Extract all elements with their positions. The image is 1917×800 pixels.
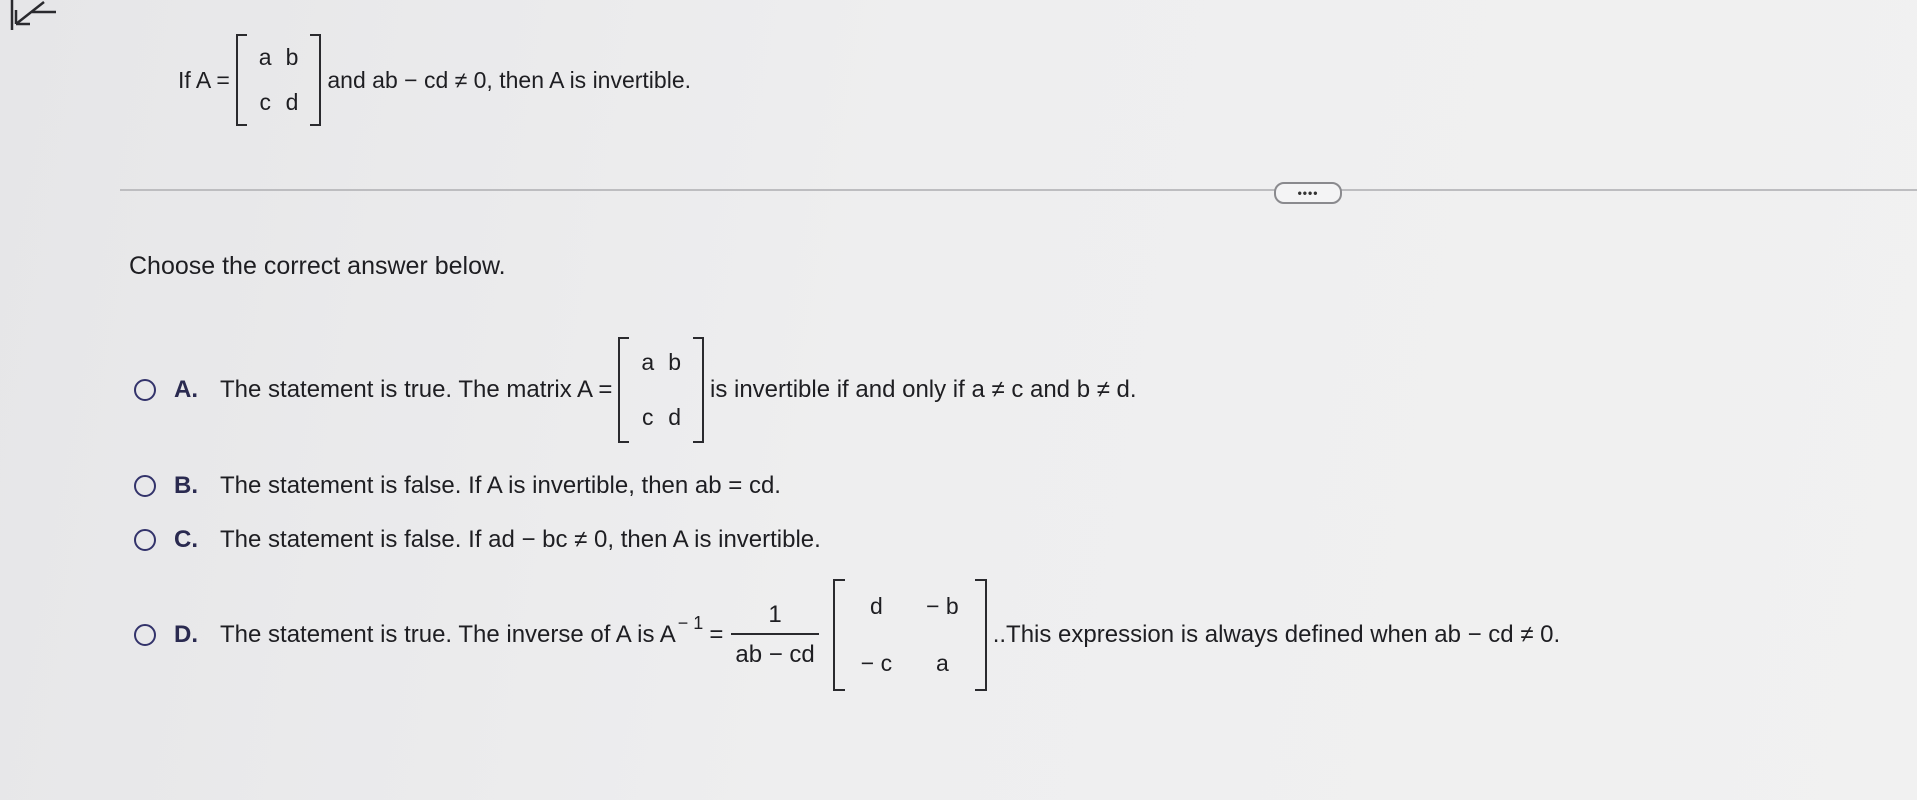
fraction-denominator: ab − cd xyxy=(731,633,818,669)
matrix-cell: d xyxy=(285,89,299,115)
matrix-cell: b xyxy=(285,44,299,70)
right-bracket xyxy=(310,34,321,126)
option-letter: C. xyxy=(174,526,198,553)
option-letter: A. xyxy=(174,376,198,403)
question-statement xyxy=(178,30,691,130)
left-bracket xyxy=(618,337,629,443)
matrix-cell: d xyxy=(668,404,681,430)
left-bracket xyxy=(833,579,845,691)
question-matrix xyxy=(236,34,322,126)
matrix-cell: b xyxy=(668,349,681,375)
option-a[interactable] xyxy=(134,330,1137,450)
option-b-text: The statement is false. If A is invertible, then ab = cd. xyxy=(220,472,781,499)
option-c-text: The statement is false. If ad − bc ≠ 0, then A is invertible. xyxy=(220,526,821,553)
matrix-cell: − b xyxy=(926,593,959,619)
option-b[interactable] xyxy=(134,466,781,506)
matrix-cell: a xyxy=(641,349,655,375)
inverse-exponent: − 1 xyxy=(677,612,704,633)
question-suffix: and ab − cd ≠ 0, then A is invertible. xyxy=(327,66,691,93)
question-prefix: If A = xyxy=(178,66,230,93)
more-button[interactable]: •••• xyxy=(1274,182,1342,204)
option-a-text-before: The statement is true. The matrix A = xyxy=(220,376,613,403)
matrix-cell: a xyxy=(258,44,272,70)
option-d[interactable] xyxy=(134,580,1560,690)
option-d-matrix xyxy=(833,579,987,691)
equals-sign: = xyxy=(709,621,724,648)
back-arrow-icon[interactable] xyxy=(8,0,88,44)
option-d-text-after: ..This expression is always defined when ab − cd ≠ 0. xyxy=(992,621,1561,648)
fraction xyxy=(731,601,818,669)
right-bracket xyxy=(693,337,704,443)
option-a-matrix xyxy=(618,337,704,443)
matrix-cell: d xyxy=(870,593,883,619)
left-bracket xyxy=(236,34,247,126)
right-bracket xyxy=(975,579,987,691)
option-d-text-before: The statement is true. The inverse of A is A xyxy=(220,621,676,648)
radio-button-d[interactable] xyxy=(134,624,156,646)
fraction-numerator: 1 xyxy=(768,601,782,628)
matrix-cell: a xyxy=(935,650,949,676)
matrix-cell: c xyxy=(259,89,271,115)
option-letter: B. xyxy=(174,472,198,499)
matrix-cell: − c xyxy=(860,650,893,676)
radio-button-c[interactable] xyxy=(134,529,156,551)
radio-button-b[interactable] xyxy=(134,475,156,497)
matrix-cell: c xyxy=(642,404,654,430)
option-c[interactable] xyxy=(134,520,821,560)
section-divider xyxy=(120,189,1917,191)
option-a-text-after: is invertible if and only if a ≠ c and b ≠ d. xyxy=(710,376,1137,403)
answer-prompt: Choose the correct answer below. xyxy=(129,252,506,280)
option-letter: D. xyxy=(174,621,198,648)
radio-button-a[interactable] xyxy=(134,379,156,401)
